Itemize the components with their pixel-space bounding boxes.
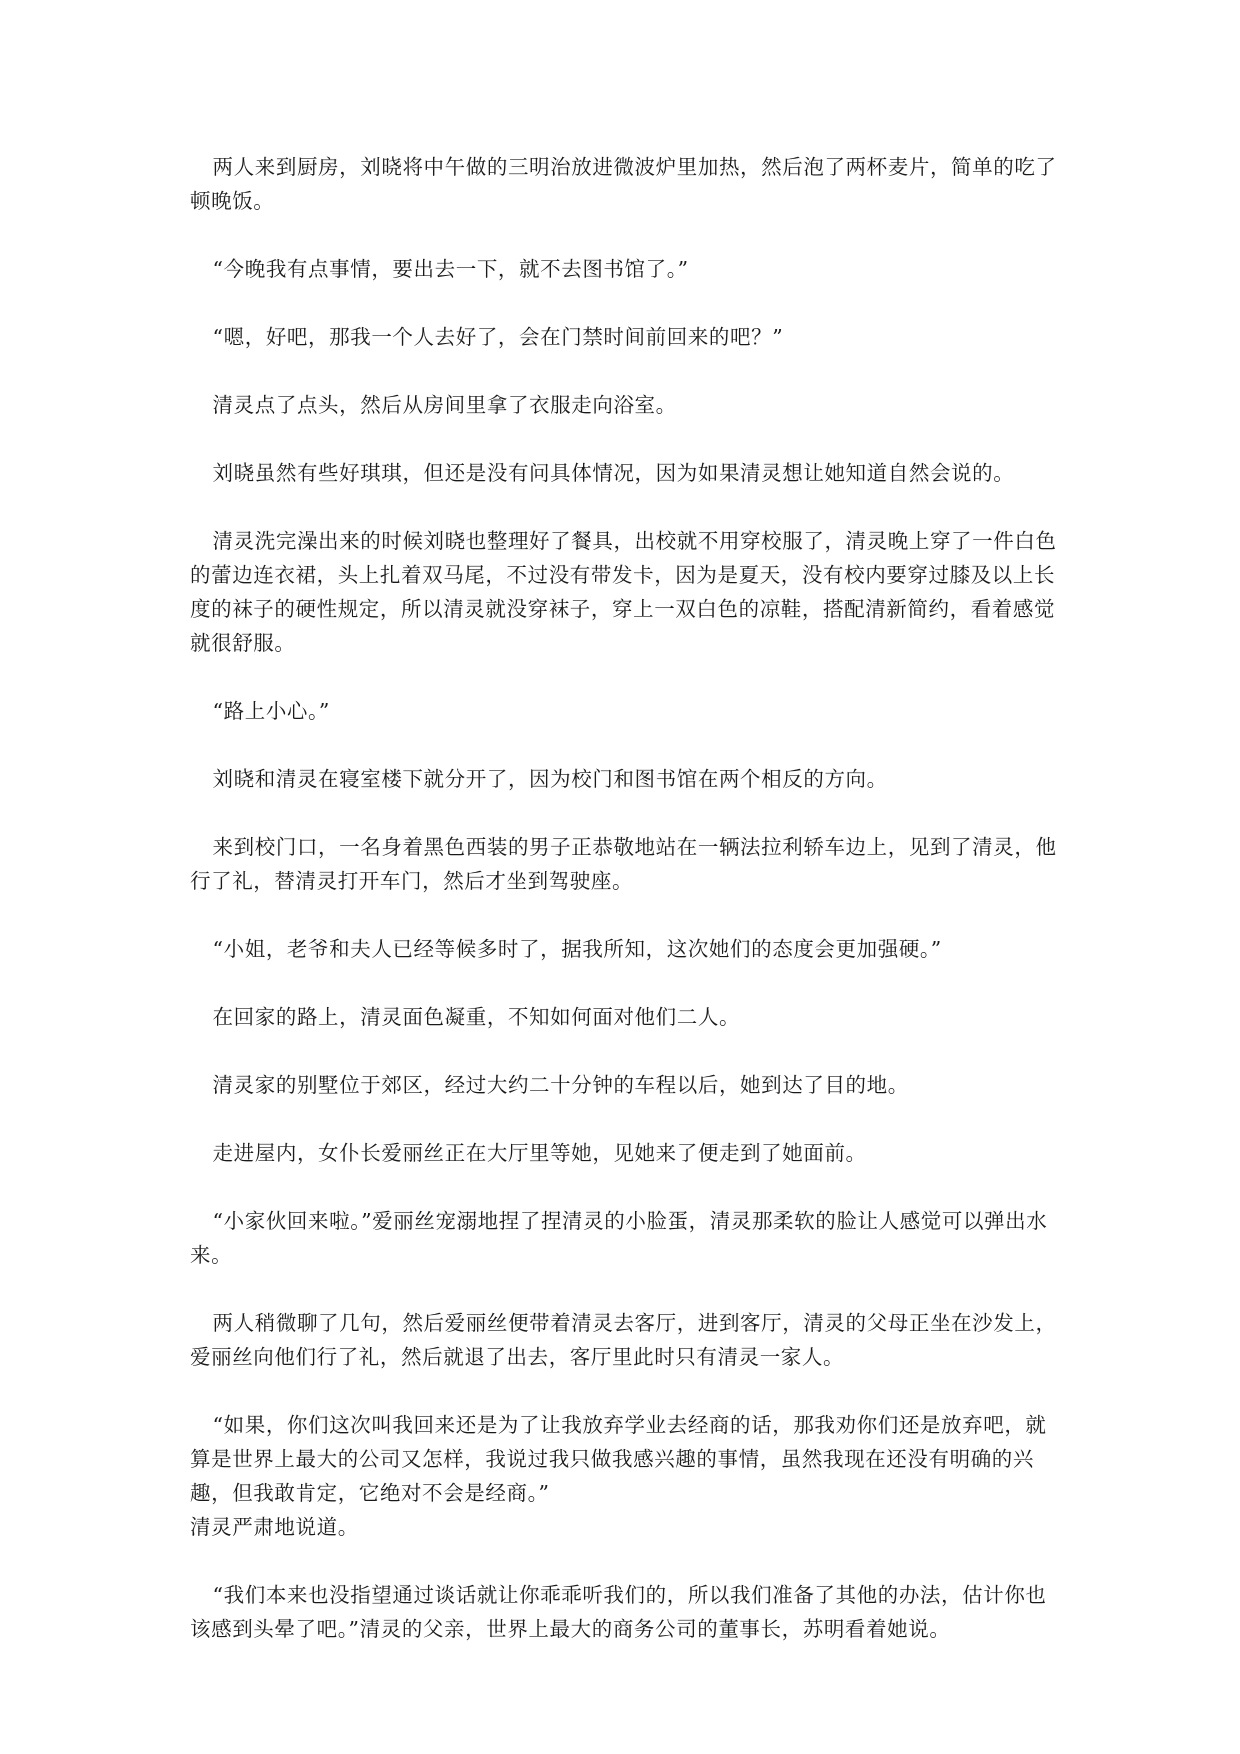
paragraph: 刘晓和清灵在寝室楼下就分开了，因为校门和图书馆在两个相反的方向。	[212, 767, 888, 791]
paragraph: “小姐，老爷和夫人已经等候多时了，据我所知，这次她们的态度会更加强硬。”	[212, 937, 942, 961]
paragraph: “小家伙回来啦。”爱丽丝宠溺地捏了捏清灵的小脸蛋，清灵那柔软的脸让人感觉可以弹出水来。	[190, 1209, 1048, 1267]
paragraph: 清灵洗完澡出来的时候刘晓也整理好了餐具，出校就不用穿校服了，清灵晚上穿了一件白色的蕾边连衣裙，头上扎着双马尾，不过没有带发卡，因为是夏天，没有校内要穿过膝及以上长度的袜子的硬性规定，所以清灵就没穿袜子，穿上一双白色的凉鞋，搭配清新简约，看着感觉就很舒服。	[190, 529, 1057, 655]
paragraph: “路上小心。”	[212, 699, 330, 723]
paragraph: 刘晓虽然有些好琪琪，但还是没有问具体情况，因为如果清灵想让她知道自然会说的。	[212, 461, 1015, 485]
paragraph: 清灵点了点头，然后从房间里拿了衣服走向浴室。	[212, 393, 677, 417]
paragraph: 在回家的路上，清灵面色凝重，不知如何面对他们二人。	[212, 1005, 741, 1029]
paragraph: “嗯，好吧，那我一个人去好了，会在门禁时间前回来的吧？”	[212, 325, 784, 349]
paragraph: 两人来到厨房，刘晓将中午做的三明治放进微波炉里加热，然后泡了两杯麦片，简单的吃了顿晚饭。	[190, 155, 1057, 213]
paragraph: 清灵家的别墅位于郊区，经过大约二十分钟的车程以后，她到达了目的地。	[212, 1073, 909, 1097]
paragraph: “今晚我有点事情，要出去一下，就不去图书馆了。”	[212, 257, 689, 281]
paragraph: “我们本来也没指望通过谈话就让你乖乖听我们的，所以我们准备了其他的办法，估计你也该感到头晕了吧。”清灵的父亲，世界上最大的商务公司的董事长，苏明看着她说。	[190, 1583, 1047, 1641]
document-body	[190, 150, 1060, 1680]
paragraph: 两人稍微聊了几句，然后爱丽丝便带着清灵去客厅，进到客厅，清灵的父母正坐在沙发上，爱丽丝向他们行了礼，然后就退了出去，客厅里此时只有清灵一家人。	[190, 1311, 1057, 1369]
paragraph: “如果，你们这次叫我回来还是为了让我放弃学业去经商的话，那我劝你们还是放弃吧，就算是世界上最大的公司又怎样，我说过我只做我感兴趣的事情，虽然我现在还没有明确的兴趣，但我敢肯定，它绝对不会是经商。”	[190, 1413, 1047, 1505]
paragraph: 清灵严肃地说道。	[190, 1515, 359, 1539]
paragraph: 走进屋内，女仆长爱丽丝正在大厅里等她，见她来了便走到了她面前。	[212, 1141, 867, 1165]
paragraph: 来到校门口，一名身着黑色西装的男子正恭敬地站在一辆法拉利轿车边上，见到了清灵，他行了礼，替清灵打开车门，然后才坐到驾驶座。	[190, 835, 1057, 893]
